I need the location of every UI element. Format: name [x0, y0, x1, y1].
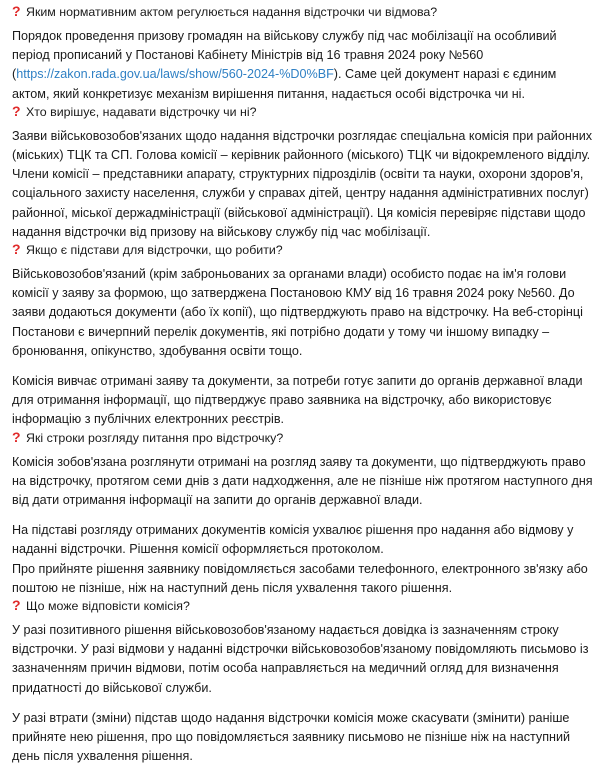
question-mark-icon: ? — [12, 3, 21, 19]
faq-answer-paragraph: Комісія зобов'язана розглянути отримані на розгляд заяву та документи, що підтверджують право на відстрочку, протягом семи днів з дати надходження, але не пізніше ніж протягом наступного дня від дати отримання інформації на запити до органів державної влади. — [12, 454, 593, 508]
faq-question-text: Що може відповісти комісія? — [26, 599, 190, 614]
faq-question-text: Якщо є підстави для відстрочки, що робити? — [26, 243, 283, 258]
faq-question — [12, 598, 595, 615]
faq-section — [12, 598, 595, 766]
faq-question — [12, 242, 595, 259]
faq-question — [12, 4, 595, 21]
faq-answer-paragraph: У разі позитивного рішення військовозобов'язаному надається довідка із зазначенням строку відстрочки. У разі відмови у наданні відстрочки військовозобов'язаному повідомляють письмово із зазначенням причин відмови, потім особа направляється на медичний огляд для визначення придатності до військової служби. — [12, 623, 589, 695]
paragraph-text-tail: ). Саме цей документ наразі є єдиним актом, який конкретизує механізм вирішення питання, надається особі відстрочка чи ні. — [12, 67, 557, 101]
faq-section — [12, 430, 595, 598]
faq-question — [12, 104, 595, 121]
question-mark-icon: ? — [12, 241, 21, 258]
faq-answer-paragraph — [12, 27, 595, 104]
faq-answer-paragraph: Про прийняте рішення заявнику повідомляється засобами телефонного, електронного зв'язку або поштою не пізніше, ніж на наступний день після ухвалення такого рішення. — [12, 561, 588, 595]
faq-question-text: Які строки розгляду питання про відстрочку? — [26, 430, 284, 445]
faq-question-text: Хто вирішує, надавати відстрочку чи ні? — [26, 104, 257, 119]
faq-question-text: Яким нормативним актом регулюється надання відстрочки чи відмова? — [26, 5, 438, 19]
faq-answer-paragraph: У разі втрати (зміни) підстав щодо надання відстрочки комісія може скасувати (змінити) раніше прийняте нею рішення, про що повідомляється заявнику письмово не пізніше ніж на наступний день після ухвалення рішення. — [12, 710, 571, 764]
question-mark-icon: ? — [12, 597, 21, 614]
faq-section — [12, 104, 595, 242]
faq-section — [12, 242, 595, 430]
question-mark-icon: ? — [12, 102, 21, 119]
postanova-link[interactable]: https://zakon.rada.gov.ua/laws/show/560-2024-%D0%BF — [16, 67, 334, 82]
paragraph-text-lead: Порядок проведення призову громадян на військову службу під час мобілізації на особливий період прописаний у Постанові Кабінету Міністрів від 16 травня 2024 року №560 ( — [12, 29, 557, 82]
faq-answer-paragraph: Військовозобов'язаний (крім заброньованих за органами влади) особисто подає на ім'я голови комісії у заяву за формою, що затверджена Постановою КМУ від 16 травня 2024 року №560. До заяви додаються документи (або їх копії), що підтверджують право на відстрочку. На веб-сторінці Постанови є вичерпний перелік документів, які потрібно додати у тому чи іншому випадку – бронювання, опікунство, здобування освіти тощо. — [12, 267, 583, 358]
question-mark-icon: ? — [12, 428, 21, 445]
faq-question — [12, 430, 595, 447]
faq-answer-paragraph: Заяви військовозобов'язаних щодо надання відстрочки розглядає спеціальна комісія при районних (міських) ТЦК та СП. Голова комісії – керівник районного (міського) ТЦК чи відокремленого відділу. Члени комісії – представники апарату, структурних підрозділів (освіти та науки, охорони здоров'я, соціального захисту населення, служби у справах дітей, центру надання адміністративних послуг) районної, міської держадміністрації (військової адміністрації). Ця комісія перевіряє підстави щодо надання відстрочки від призову на військову службу під час мобілізації. — [12, 128, 593, 239]
faq-answer-paragraph: Комісія вивчає отримані заяву та документи, за потреби готує запити до органів державної влади для отримання інформації, що підтверджує право заявника на відстрочку, або використовує інформацію з публічних електронних реєстрів. — [12, 374, 583, 427]
faq-answer-paragraph: На підставі розгляду отриманих документів комісія ухвалює рішення про надання або відмову у наданні відстрочки. Рішення комісії оформляється протоколом. — [12, 523, 574, 557]
faq-section — [12, 4, 595, 104]
